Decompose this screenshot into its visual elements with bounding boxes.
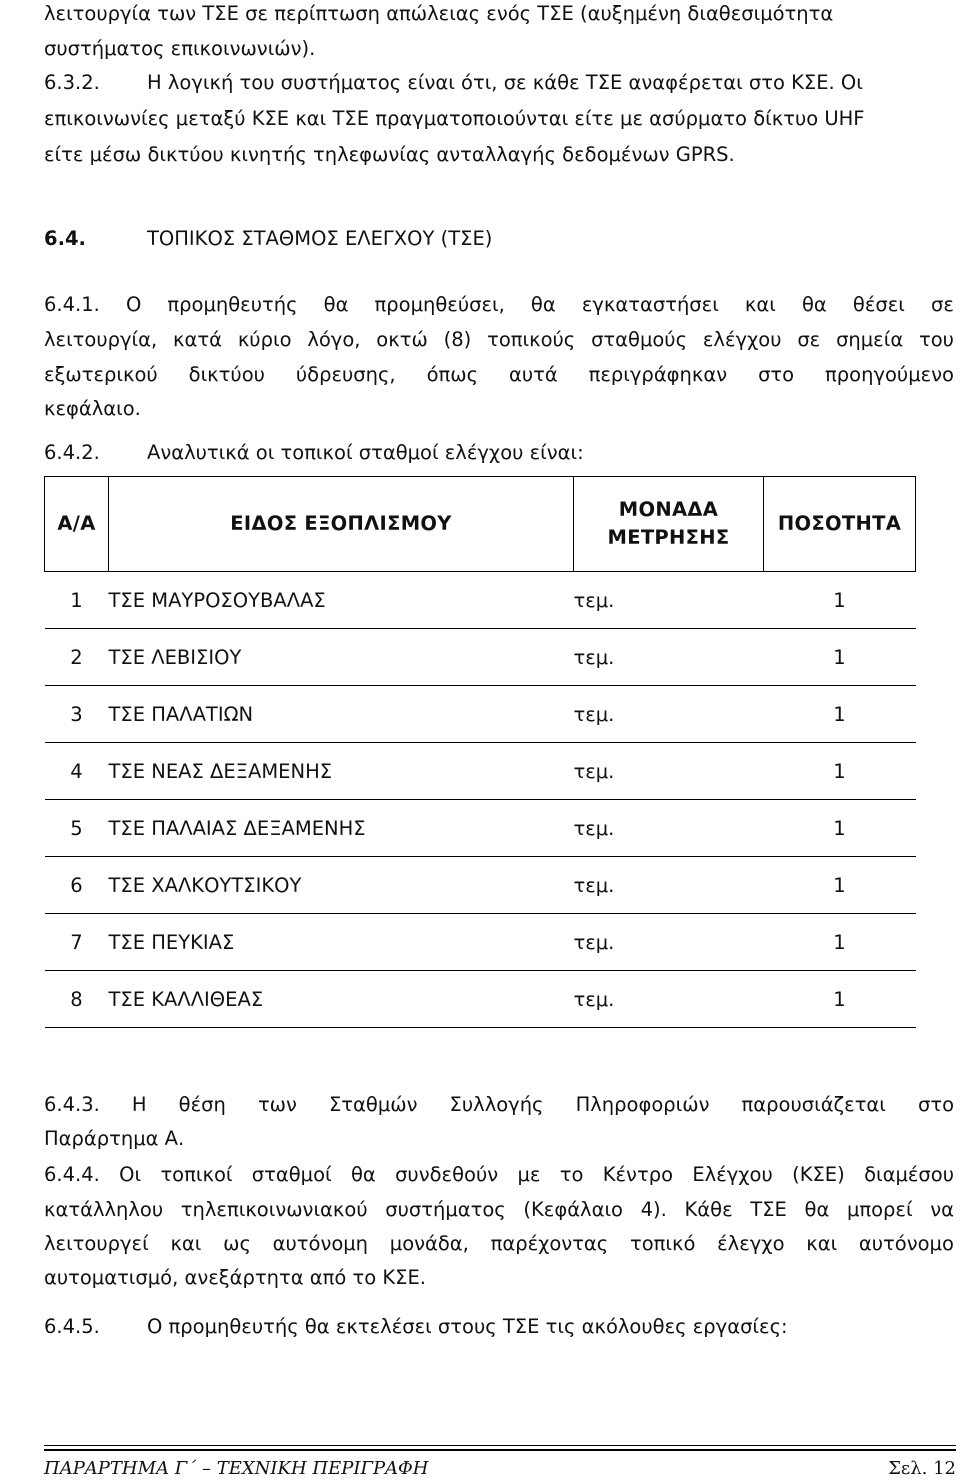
- word: κύριο: [237, 328, 292, 351]
- clause-6-3-2-line-2: επικοινωνίες μεταξύ ΚΣΕ και ΤΣΕ πραγματοποιούνται είτε με ασύρματο δίκτυο UHF: [44, 107, 865, 130]
- word: θα: [804, 1198, 830, 1221]
- header-quantity: ΠΟΣΟΤΗΤΑ: [764, 477, 916, 572]
- word: θα: [801, 293, 827, 316]
- word: τοπικοί: [160, 1163, 233, 1186]
- clause-6-4-4-line-4: αυτοματισμό, ανεξάρτητα από το ΚΣΕ.: [44, 1266, 427, 1289]
- header-no: Α/Α: [45, 477, 109, 572]
- word: το: [559, 1163, 584, 1186]
- cell-name: ΤΣΕ ΚΑΛΛΙΘΕΑΣ: [109, 971, 574, 1028]
- section-number: 6.4.: [44, 227, 86, 250]
- word: εγκαταστήσει: [581, 293, 719, 316]
- word: (Κεφάλαιο: [523, 1198, 623, 1221]
- word: οκτώ: [376, 328, 428, 351]
- word: παρουσιάζεται: [741, 1093, 886, 1116]
- word: θα: [323, 293, 349, 316]
- footer-title: ΠΑΡΑΡΤΗΜΑ Γ΄ – ΤΕΧΝΙΚΗ ΠΕΡΙΓΡΑΦΗ: [44, 1458, 429, 1479]
- paragraph-continuation-line-1: λειτουργία των ΤΣΕ σε περίπτωση απώλειας ενός ΤΣΕ (αυξημένη διαθεσιμότητα: [44, 2, 834, 25]
- word: θέσει: [852, 293, 905, 316]
- cell-no: 8: [45, 971, 109, 1028]
- word: διαμέσου: [864, 1163, 954, 1186]
- word: παρέχοντας: [490, 1232, 609, 1255]
- header-equipment-type: ΕΙΔΟΣ ΕΞΟΠΛΙΣΜΟΥ: [109, 477, 574, 572]
- word: ΤΣΕ: [750, 1198, 787, 1221]
- paragraph-continuation-line-2: συστήματος επικοινωνιών).: [44, 37, 316, 60]
- clause-text: Η λογική του συστήματος είναι ότι, σε κάθε ΤΣΕ αναφέρεται στο ΚΣΕ. Οι: [147, 71, 863, 94]
- clause-text: Αναλυτικά οι τοπικοί σταθμοί ελέγχου είναι:: [147, 441, 584, 464]
- word: έλεγχο: [717, 1232, 785, 1255]
- cell-qty: 1: [764, 914, 916, 971]
- word: ύδρευσης,: [295, 363, 396, 386]
- cell-no: 4: [45, 743, 109, 800]
- word: και: [806, 1232, 838, 1255]
- word: αυτόνομο: [858, 1232, 954, 1255]
- word: Συλλογής: [449, 1093, 544, 1116]
- word: Πληροφοριών: [575, 1093, 710, 1116]
- cell-unit: τεμ.: [574, 971, 764, 1028]
- table-row: [45, 857, 916, 914]
- word: λειτουργεί: [44, 1232, 149, 1255]
- clause-6-4-4-line-2: [44, 1200, 954, 1220]
- table-row: [45, 572, 916, 629]
- word: τηλεπικοινωνιακού: [180, 1198, 368, 1221]
- cell-qty: 1: [764, 572, 916, 629]
- word: του: [919, 328, 954, 351]
- footer-rule: [44, 1445, 956, 1446]
- word: και: [744, 293, 776, 316]
- cell-unit: τεμ.: [574, 914, 764, 971]
- cell-no: 5: [45, 800, 109, 857]
- word: όπως: [426, 363, 479, 386]
- cell-unit: τεμ.: [574, 857, 764, 914]
- word: των: [257, 1093, 297, 1116]
- clause-6-4-3-line-2: Παράρτημα Α.: [44, 1127, 185, 1150]
- clause-number: 6.4.2.: [44, 441, 100, 464]
- word: σε: [930, 293, 954, 316]
- word: αυτά: [508, 363, 558, 386]
- clause-6-4-2: [44, 443, 584, 463]
- word: στο: [758, 363, 795, 386]
- equipment-table: [44, 476, 916, 1028]
- cell-qty: 1: [764, 800, 916, 857]
- word: κατά: [173, 328, 222, 351]
- word: τοπικούς: [487, 328, 576, 351]
- word: 4).: [640, 1198, 667, 1221]
- clause-6-4-1-line-2: [44, 330, 954, 350]
- page-number: Σελ. 12: [888, 1458, 956, 1479]
- word: σταθμούς: [591, 328, 688, 351]
- clause-6-3-2-line-3: είτε μέσω δικτύου κινητής τηλεφωνίας ανταλλαγής δεδομένων GPRS.: [44, 143, 735, 166]
- word: Ο: [125, 293, 142, 316]
- clause-6-4-1-line-3: [44, 365, 954, 385]
- cell-name: ΤΣΕ ΠΕΥΚΙΑΣ: [109, 914, 574, 971]
- cell-name: ΤΣΕ ΜΑΥΡΟΣΟΥΒΑΛΑΣ: [109, 572, 574, 629]
- cell-unit: τεμ.: [574, 686, 764, 743]
- word: λειτουργία,: [44, 328, 158, 351]
- word: και: [170, 1232, 202, 1255]
- table-row: [45, 629, 916, 686]
- cell-qty: 1: [764, 971, 916, 1028]
- cell-qty: 1: [764, 743, 916, 800]
- header-unit-line-2: ΜΕΤΡΗΣΗΣ: [607, 526, 730, 549]
- page-footer: [44, 1460, 956, 1478]
- word: προμηθεύσει,: [374, 293, 505, 316]
- word: 6.4.1.: [44, 293, 100, 316]
- word: αυτόνομη: [272, 1232, 369, 1255]
- section-heading: [44, 229, 492, 249]
- cell-no: 6: [45, 857, 109, 914]
- word: Ελέγχου: [692, 1163, 773, 1186]
- clause-6-4-1-line-4: κεφάλαιο.: [44, 397, 141, 420]
- word: σημεία: [836, 328, 904, 351]
- cell-no: 1: [45, 572, 109, 629]
- word: 6.4.4.: [44, 1163, 100, 1186]
- cell-name: ΤΣΕ ΝΕΑΣ ΔΕΞΑΜΕΝΗΣ: [109, 743, 574, 800]
- word: ελέγχου: [702, 328, 782, 351]
- cell-unit: τεμ.: [574, 743, 764, 800]
- cell-qty: 1: [764, 857, 916, 914]
- word: σταθμοί: [251, 1163, 332, 1186]
- word: Οι: [119, 1163, 142, 1186]
- word: συστήματος: [385, 1198, 506, 1221]
- word: μπορεί: [846, 1198, 913, 1221]
- word: θα: [350, 1163, 376, 1186]
- cell-name: ΤΣΕ ΠΑΛΑΤΙΩΝ: [109, 686, 574, 743]
- word: μονάδα,: [389, 1232, 469, 1255]
- cell-name: ΤΣΕ ΠΑΛΑΙΑΣ ΔΕΞΑΜΕΝΗΣ: [109, 800, 574, 857]
- word: 6.4.3.: [44, 1093, 100, 1116]
- table-row: [45, 971, 916, 1028]
- cell-no: 2: [45, 629, 109, 686]
- header-unit-line-1: ΜΟΝΑΔΑ: [618, 497, 719, 521]
- table-header-row: [45, 477, 916, 572]
- word: περιγράφηκαν: [588, 363, 728, 386]
- clause-number: 6.4.5.: [44, 1315, 100, 1338]
- word: Κάθε: [684, 1198, 733, 1221]
- table-row: [45, 914, 916, 971]
- cell-qty: 1: [764, 686, 916, 743]
- word: εξωτερικού: [44, 363, 158, 386]
- word: με: [517, 1163, 541, 1186]
- clause-6-3-2-line-1: [44, 73, 863, 93]
- clause-text: Ο προμηθευτής θα εκτελέσει στους ΤΣΕ τις ακόλουθες εργασίες:: [147, 1315, 788, 1338]
- word: λόγο,: [307, 328, 361, 351]
- word: προηγούμενο: [825, 363, 954, 386]
- word: προμηθευτής: [167, 293, 298, 316]
- word: σε: [797, 328, 821, 351]
- word: Σταθμών: [328, 1093, 418, 1116]
- word: (ΚΣΕ): [792, 1163, 845, 1186]
- footer-rule-thick: [44, 1449, 956, 1451]
- cell-no: 7: [45, 914, 109, 971]
- word: Η: [131, 1093, 147, 1116]
- table-row: [45, 800, 916, 857]
- word: συνδεθούν: [395, 1163, 499, 1186]
- word: τοπικό: [629, 1232, 696, 1255]
- word: κατάλληλου: [44, 1198, 164, 1221]
- table-row: [45, 743, 916, 800]
- cell-no: 3: [45, 686, 109, 743]
- cell-unit: τεμ.: [574, 629, 764, 686]
- cell-name: ΤΣΕ ΛΕΒΙΣΙΟΥ: [109, 629, 574, 686]
- table-row: [45, 686, 916, 743]
- cell-unit: τεμ.: [574, 800, 764, 857]
- clause-number: 6.3.2.: [44, 71, 100, 94]
- header-unit: [574, 477, 764, 572]
- clause-6-4-1-line-1: [44, 295, 954, 315]
- cell-qty: 1: [764, 629, 916, 686]
- word: Κέντρο: [602, 1163, 674, 1186]
- cell-name: ΤΣΕ ΧΑΛΚΟΥΤΣΙΚΟΥ: [109, 857, 574, 914]
- clause-6-4-5: [44, 1317, 788, 1337]
- word: (8): [443, 328, 472, 351]
- cell-unit: τεμ.: [574, 572, 764, 629]
- word: δικτύου: [188, 363, 265, 386]
- word: θέση: [178, 1093, 226, 1116]
- clause-6-4-4-line-3: [44, 1234, 954, 1254]
- word: στο: [917, 1093, 954, 1116]
- word: να: [930, 1198, 954, 1221]
- word: ως: [223, 1232, 251, 1255]
- section-title: ΤΟΠΙΚΟΣ ΣΤΑΘΜΟΣ ΕΛΕΓΧΟΥ (ΤΣΕ): [147, 227, 493, 250]
- clause-6-4-4-line-1: [44, 1165, 954, 1185]
- word: θα: [530, 293, 556, 316]
- clause-6-4-3-line-1: [44, 1095, 954, 1115]
